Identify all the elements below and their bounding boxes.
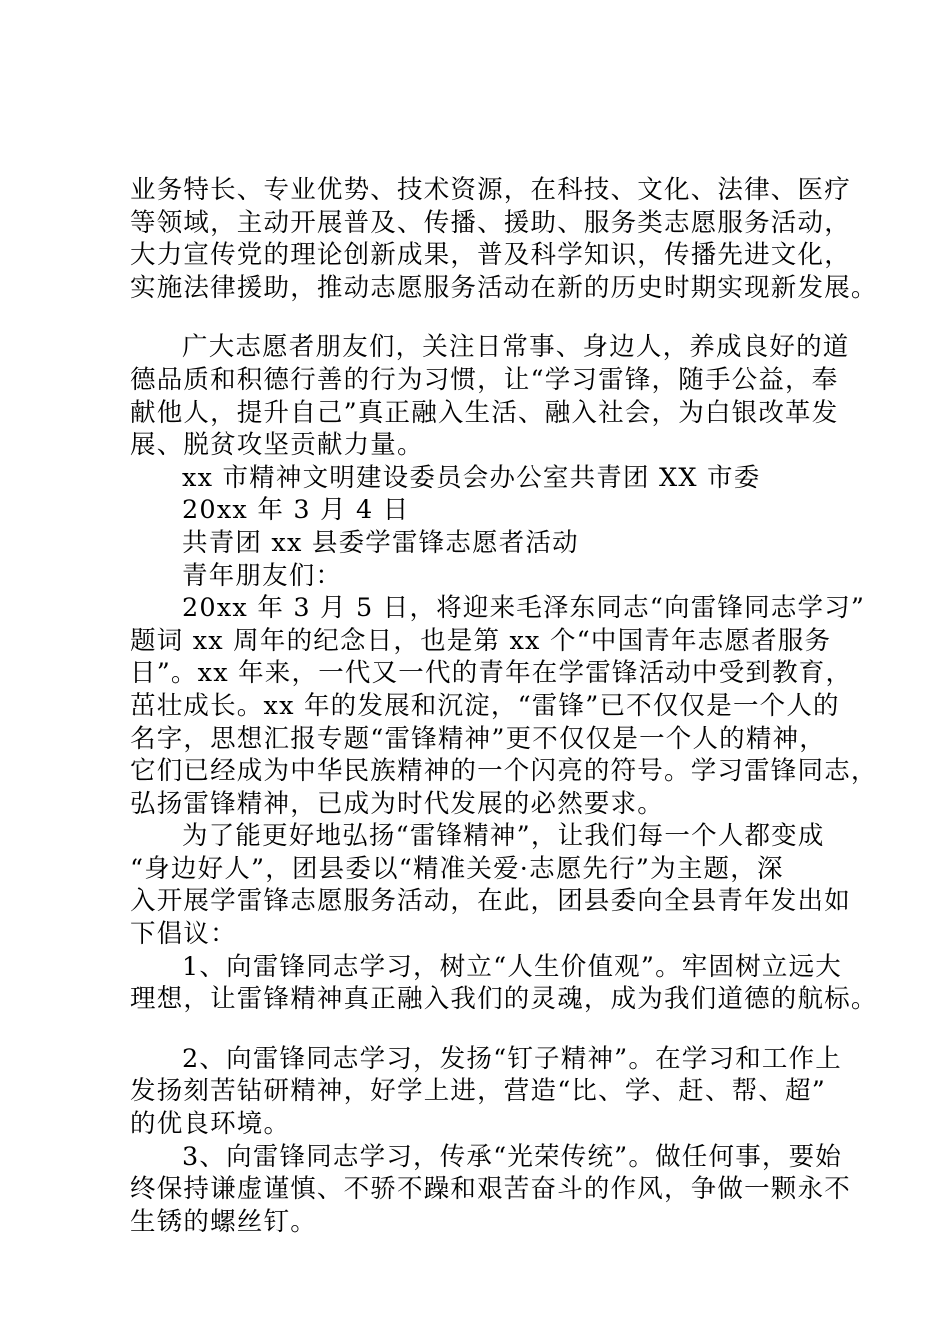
text-line: 大力宣传党的理论创新成果，普及科学知识，传播先进文化， <box>130 240 851 271</box>
text-line: 终保持谦虚谨慎、不骄不躁和艰苦奋斗的作风，争做一颗永不 <box>130 1174 851 1205</box>
text-line: 青年朋友们： <box>182 560 343 591</box>
paragraph <box>130 1043 860 1141</box>
text-line: 3、向雷锋同志学习，传承“光荣传统”。做任何事，要始 <box>182 1141 842 1172</box>
paragraph <box>130 560 860 593</box>
text-line: 题词 xx 周年的纪念日，也是第 xx 个“中国青年志愿者服务 <box>130 625 832 656</box>
paragraph <box>130 1141 860 1239</box>
document-body <box>130 174 878 1238</box>
text-line: 的优良环境。 <box>130 1109 291 1140</box>
text-line: 发扬刻苦钻研精神，好学上进，营造“比、学、赶、帮、超” <box>130 1076 826 1107</box>
paragraph <box>130 174 878 304</box>
text-line: 弘扬雷锋精神，已成为时代发展的必然要求。 <box>130 788 665 819</box>
paragraph <box>130 592 878 820</box>
paragraph <box>130 951 878 1016</box>
text-line: 等领域，主动开展普及、传播、援助、服务类志愿服务活动， <box>130 207 851 238</box>
paragraph <box>130 331 860 461</box>
text-line: 20xx 年 3 月 4 日 <box>182 495 410 526</box>
text-line: 生锈的螺丝钉。 <box>130 1206 317 1237</box>
text-line: 日”。xx 年来，一代又一代的青年在学雷锋活动中受到教育， <box>130 658 853 689</box>
text-line: xx 市精神文明建设委员会办公室共青团 XX 市委 <box>182 462 761 493</box>
paragraph <box>130 494 860 527</box>
text-line: 共青团 xx 县委学雷锋志愿者活动 <box>182 527 579 558</box>
paragraph-gap <box>130 304 860 331</box>
text-line: 展、脱贫攻坚贡献力量。 <box>130 430 424 461</box>
text-line: 广大志愿者朋友们，关注日常事、身边人，养成良好的道 <box>182 332 850 363</box>
text-line: 下倡议： <box>130 919 237 950</box>
paragraph <box>130 462 860 495</box>
text-line: 理想，让雷锋精神真正融入我们的灵魂，成为我们道德的航标。 <box>130 984 878 1015</box>
text-line: 1、向雷锋同志学习，树立“人生价值观”。牢固树立远大 <box>182 951 842 982</box>
text-line: 名字，思想汇报专题“雷锋精神”更不仅仅是一个人的精神， <box>130 723 826 754</box>
paragraph <box>130 527 860 560</box>
text-line: 它们已经成为中华民族精神的一个闪亮的符号。学习雷锋同志， <box>130 756 878 787</box>
text-line: 入开展学雷锋志愿服务活动，在此，团县委向全县青年发出如 <box>130 886 851 917</box>
text-line: 业务特长、专业优势、技术资源，在科技、文化、法律、医疗 <box>130 175 851 205</box>
text-line: 20xx 年 3 月 5 日，将迎来毛泽东同志“向雷锋同志学习” <box>182 593 866 624</box>
text-line: 实施法律援助，推动志愿服务活动在新的历史时期实现新发展。 <box>130 272 878 303</box>
text-line: “身边好人”，团县委以“精准关爱·志愿先行”为主题，深 <box>130 853 784 884</box>
text-line: 献他人，提升自己”真正融入生活、融入社会，为白银改革发 <box>130 397 839 428</box>
paragraph <box>130 820 860 950</box>
text-line: 德品质和积德行善的行为习惯，让“学习雷锋，随手公益，奉 <box>130 364 839 395</box>
text-line: 为了能更好地弘扬“雷锋精神”，让我们每一个人都变成 <box>182 821 825 852</box>
text-line: 2、向雷锋同志学习，发扬“钉子精神”。在学习和工作上 <box>182 1043 842 1074</box>
paragraph-gap <box>130 1016 860 1043</box>
text-line: 茁壮成长。xx 年的发展和沉淀，“雷锋”已不仅仅是一个人的 <box>130 690 840 721</box>
